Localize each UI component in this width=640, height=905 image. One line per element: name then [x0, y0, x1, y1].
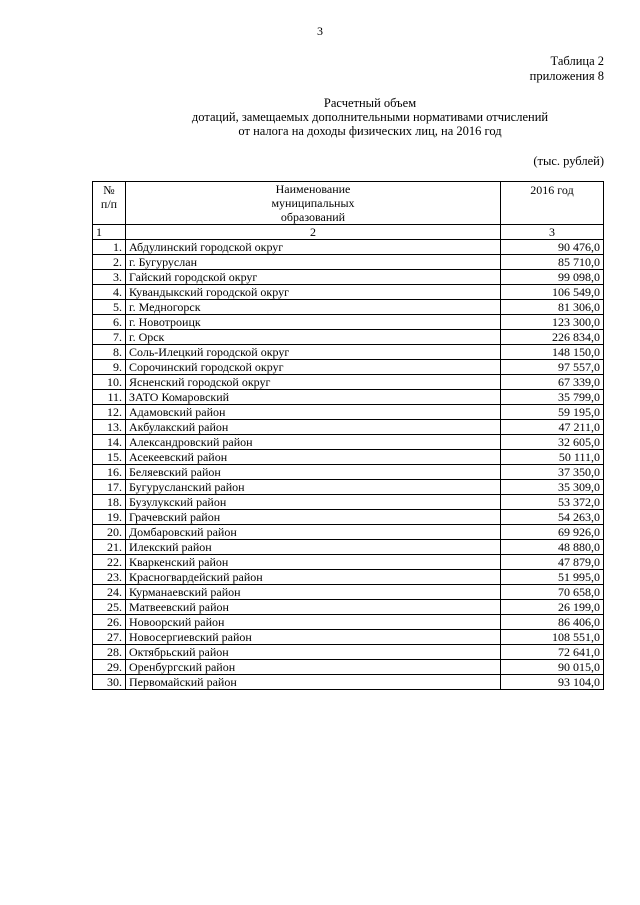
row-value: 59 195,0: [501, 405, 604, 420]
row-number: 22.: [93, 555, 126, 570]
table-row: [93, 615, 604, 630]
table-row: [93, 525, 604, 540]
row-name: Асекеевский район: [126, 450, 501, 465]
row-number: 30.: [93, 675, 126, 690]
row-value: 97 557,0: [501, 360, 604, 375]
row-value: 53 372,0: [501, 495, 604, 510]
row-value: 67 339,0: [501, 375, 604, 390]
row-value: 86 406,0: [501, 615, 604, 630]
row-number: 16.: [93, 465, 126, 480]
row-value: 51 995,0: [501, 570, 604, 585]
row-number: 12.: [93, 405, 126, 420]
row-value: 106 549,0: [501, 285, 604, 300]
row-name: Адамовский район: [126, 405, 501, 420]
row-number: 29.: [93, 660, 126, 675]
row-name: Домбаровский район: [126, 525, 501, 540]
title-line1: Расчетный объем: [323, 96, 417, 110]
row-name: Соль-Илецкий городской округ: [126, 345, 501, 360]
table-row: [93, 555, 604, 570]
row-name: г. Орск: [126, 330, 501, 345]
table-row: [93, 270, 604, 285]
row-name: Матвеевский район: [126, 600, 501, 615]
row-name: Новосергиевский район: [126, 630, 501, 645]
table-row: [93, 435, 604, 450]
row-name: Гайский городской округ: [126, 270, 501, 285]
row-number: 28.: [93, 645, 126, 660]
row-value: 32 605,0: [501, 435, 604, 450]
title-line3: от налога на доходы физических лиц, на 2016 год: [238, 124, 502, 138]
header-name-line1: Наименование: [275, 182, 351, 196]
row-name: Бугурусланский район: [126, 480, 501, 495]
row-number: 3.: [93, 270, 126, 285]
table-row: [93, 465, 604, 480]
row-value: 123 300,0: [501, 315, 604, 330]
row-name: Грачевский район: [126, 510, 501, 525]
row-number: 8.: [93, 345, 126, 360]
row-number: 4.: [93, 285, 126, 300]
table-row: [93, 300, 604, 315]
table-row: [93, 240, 604, 255]
page-number: 3: [317, 24, 323, 38]
row-name: Илекский район: [126, 540, 501, 555]
row-number: 23.: [93, 570, 126, 585]
row-number: 2.: [93, 255, 126, 270]
row-value: 69 926,0: [501, 525, 604, 540]
row-name: г. Бугуруслан: [126, 255, 501, 270]
table-row: [93, 405, 604, 420]
title-line2: дотаций, замещаемых дополнительными нормативами отчислений: [191, 110, 549, 124]
table-row: [93, 345, 604, 360]
row-name: Красногвардейский район: [126, 570, 501, 585]
dotation-table: [92, 181, 604, 690]
row-name: Курманаевский район: [126, 585, 501, 600]
row-name: Абдулинский городской округ: [126, 240, 501, 255]
row-value: 81 306,0: [501, 300, 604, 315]
row-name: г. Новотроицк: [126, 315, 501, 330]
row-number: 18.: [93, 495, 126, 510]
row-number: 19.: [93, 510, 126, 525]
row-name: Ясненский городской округ: [126, 375, 501, 390]
table-row: [93, 645, 604, 660]
table-row: [93, 285, 604, 300]
table-row: [93, 510, 604, 525]
row-value: 35 309,0: [501, 480, 604, 495]
row-number: 9.: [93, 360, 126, 375]
row-number: 26.: [93, 615, 126, 630]
column-index-3: 3: [501, 225, 604, 240]
table-row: [93, 540, 604, 555]
row-number: 17.: [93, 480, 126, 495]
table-row: [93, 360, 604, 375]
row-value: 26 199,0: [501, 600, 604, 615]
row-value: 54 263,0: [501, 510, 604, 525]
row-value: 47 211,0: [501, 420, 604, 435]
row-number: 10.: [93, 375, 126, 390]
table-row: [93, 630, 604, 645]
row-number: 14.: [93, 435, 126, 450]
column-index-1: 1: [93, 225, 126, 240]
table-ref-line1: Таблица 2: [550, 54, 604, 68]
table-header-row: [93, 182, 604, 225]
row-name: Первомайский район: [126, 675, 501, 690]
row-name: Кваркенский район: [126, 555, 501, 570]
row-name: Новоорский район: [126, 615, 501, 630]
table-row: [93, 390, 604, 405]
document-title: [60, 96, 640, 138]
row-value: 226 834,0: [501, 330, 604, 345]
row-name: Акбулакский район: [126, 420, 501, 435]
row-value: 48 880,0: [501, 540, 604, 555]
table-row: [93, 330, 604, 345]
header-name-line3: образований: [280, 210, 346, 224]
table-ref-line2: приложения 8: [529, 69, 604, 83]
row-number: 27.: [93, 630, 126, 645]
table-row: [93, 375, 604, 390]
row-value: 47 879,0: [501, 555, 604, 570]
row-value: 108 551,0: [501, 630, 604, 645]
row-number: 25.: [93, 600, 126, 615]
row-number: 13.: [93, 420, 126, 435]
table-row: [93, 315, 604, 330]
row-number: 11.: [93, 390, 126, 405]
table-row: [93, 660, 604, 675]
row-name: Беляевский район: [126, 465, 501, 480]
row-value: 70 658,0: [501, 585, 604, 600]
header-num-line2: п/п: [100, 197, 118, 211]
row-name: Сорочинский городской округ: [126, 360, 501, 375]
table-row: [93, 495, 604, 510]
row-number: 20.: [93, 525, 126, 540]
row-number: 21.: [93, 540, 126, 555]
table-row: [93, 480, 604, 495]
column-index-2: 2: [126, 225, 501, 240]
row-value: 93 104,0: [501, 675, 604, 690]
row-number: 1.: [93, 240, 126, 255]
table-row: [93, 420, 604, 435]
table-row: [93, 675, 604, 690]
table-row: [93, 585, 604, 600]
row-name: Октябрьский район: [126, 645, 501, 660]
header-name-line2: муниципальных: [271, 196, 355, 210]
table-reference: [530, 54, 604, 84]
row-value: 90 476,0: [501, 240, 604, 255]
row-value: 90 015,0: [501, 660, 604, 675]
table-row: [93, 600, 604, 615]
row-name: Оренбургский район: [126, 660, 501, 675]
table-row: [93, 570, 604, 585]
row-value: 148 150,0: [501, 345, 604, 360]
row-name: Кувандыкский городской округ: [126, 285, 501, 300]
row-value: 85 710,0: [501, 255, 604, 270]
row-number: 15.: [93, 450, 126, 465]
row-name: ЗАТО Комаровский: [126, 390, 501, 405]
row-number: 5.: [93, 300, 126, 315]
column-index-row: [93, 225, 604, 240]
row-value: 99 098,0: [501, 270, 604, 285]
row-value: 72 641,0: [501, 645, 604, 660]
row-value: 37 350,0: [501, 465, 604, 480]
table-row: [93, 450, 604, 465]
row-number: 7.: [93, 330, 126, 345]
header-name: [126, 182, 501, 225]
header-num: [93, 182, 126, 225]
row-number: 24.: [93, 585, 126, 600]
table-row: [93, 255, 604, 270]
row-value: 50 111,0: [501, 450, 604, 465]
table-body: [93, 240, 604, 690]
units-note: (тыс. рублей): [533, 154, 604, 168]
row-name: Бузулукский район: [126, 495, 501, 510]
row-number: 6.: [93, 315, 126, 330]
row-name: г. Медногорск: [126, 300, 501, 315]
row-name: Александровский район: [126, 435, 501, 450]
row-value: 35 799,0: [501, 390, 604, 405]
header-num-line1: №: [103, 183, 115, 197]
header-value: 2016 год: [501, 182, 604, 225]
